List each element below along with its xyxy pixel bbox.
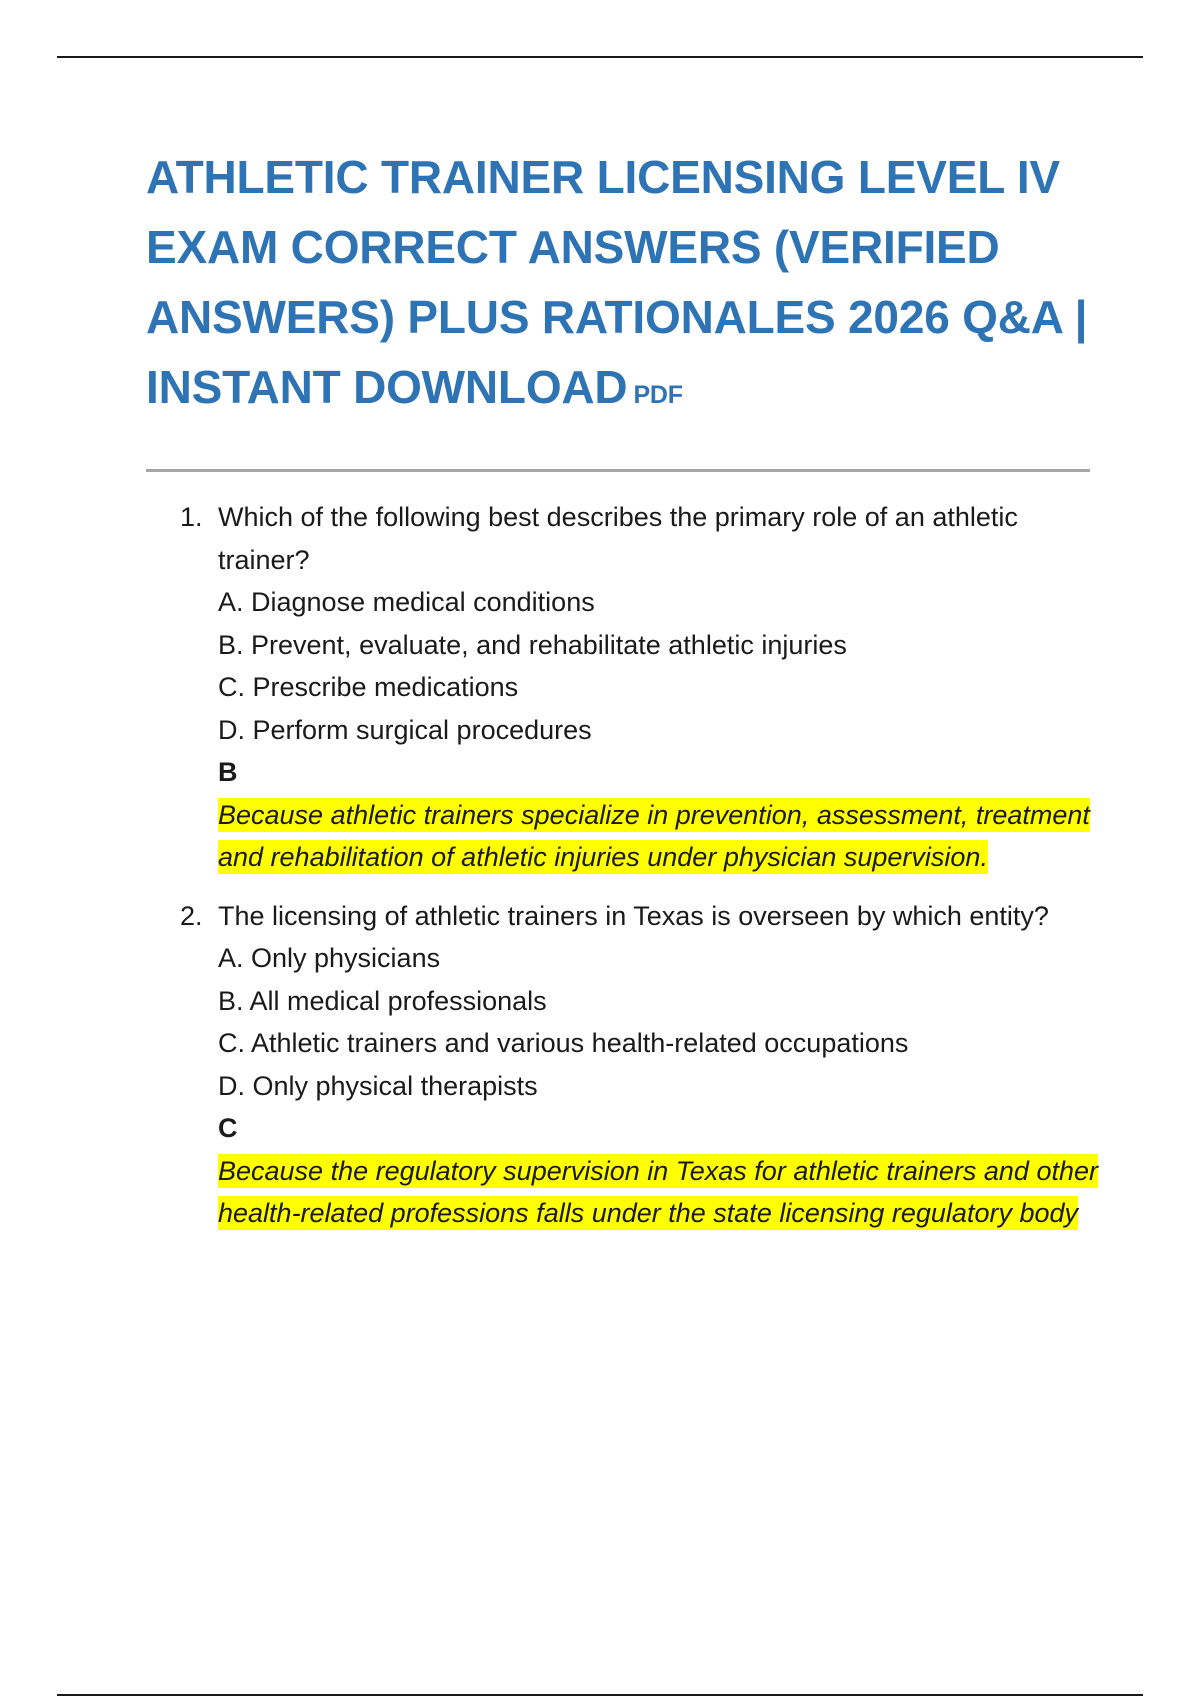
option-a: A. Only physicians bbox=[218, 943, 441, 973]
option-d: D. Perform surgical procedures bbox=[218, 714, 592, 745]
question-body bbox=[218, 895, 1100, 1235]
option-a: A. Diagnose medical conditions bbox=[218, 587, 595, 617]
question-text: The licensing of athletic trainers in Texas is overseen by which entity? bbox=[218, 900, 1049, 931]
question-list bbox=[180, 496, 1100, 1251]
question-number: 2. bbox=[180, 900, 203, 931]
answer-letter: B bbox=[218, 757, 238, 787]
answer-rationale: Because the regulatory supervision in Texas for athletic trainers and other health-related professions falls under the state licensing regulatory body bbox=[218, 1155, 1098, 1228]
title-separator bbox=[146, 469, 1090, 472]
option-b: B. All medical professionals bbox=[218, 985, 547, 1016]
question-text: Which of the following best describes the primary role of an athletic trainer? bbox=[218, 502, 1018, 575]
option-c: C. Prescribe medications bbox=[218, 672, 519, 702]
question-body bbox=[218, 496, 1100, 879]
option-b: B. Prevent, evaluate, and rehabilitate athletic injuries bbox=[218, 629, 847, 660]
top-rule bbox=[57, 56, 1143, 58]
answer-rationale: Because athletic trainers specialize in prevention, assessment, treatment and rehabilitation of athletic injuries under physician supervision. bbox=[218, 799, 1090, 872]
bottom-rule bbox=[57, 1694, 1143, 1696]
question-number: 1. bbox=[180, 502, 203, 532]
answer-letter: C bbox=[218, 1113, 238, 1143]
title-text: ATHLETIC TRAINER LICENSING LEVEL IV EXAM CORRECT ANSWERS (VERIFIED ANSWERS) PLUS RATIONALES 2026 Q&A | INSTANT DOWNLOAD bbox=[146, 151, 1088, 413]
question-item bbox=[180, 496, 1100, 879]
option-c: C. Athletic trainers and various health-related occupations bbox=[218, 1028, 909, 1058]
question-item bbox=[180, 895, 1100, 1235]
title-pdf-tag: PDF bbox=[633, 381, 683, 409]
document-title bbox=[146, 142, 1106, 430]
option-d: D. Only physical therapists bbox=[218, 1070, 538, 1101]
